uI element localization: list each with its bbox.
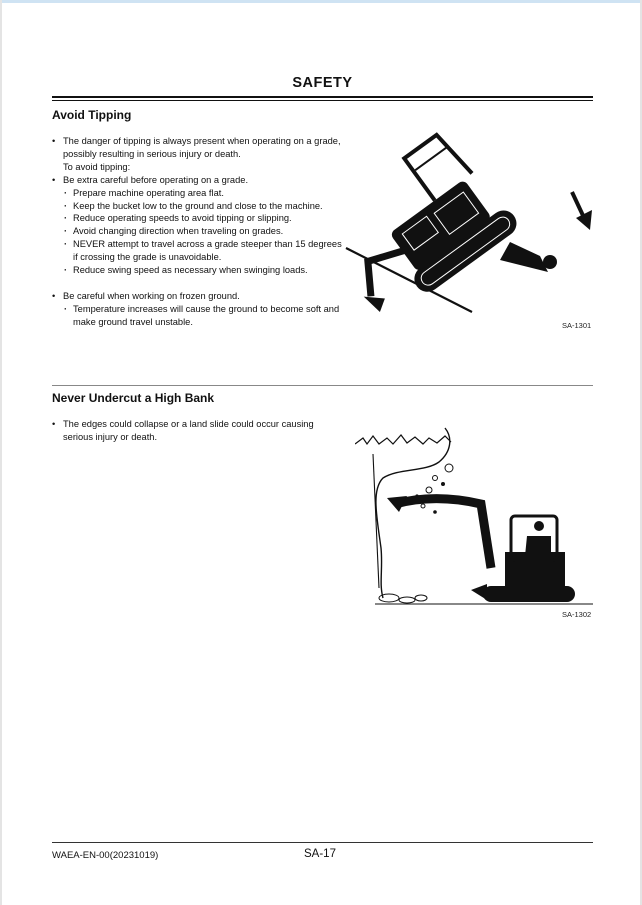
sub-list-item: · Reduce operating speeds to avoid tipping or slipping. [52,212,342,225]
list-item: • The danger of tipping is always present when operating on a grade, possibly resulting in serious injury or death. [52,135,342,161]
window-top-edge [0,0,642,3]
sub-list-item: · Temperature increases will cause the ground to become soft and make ground travel unstable. [52,303,342,329]
page-left-edge [0,0,2,905]
section-divider [52,385,593,386]
sub-list-item: · Keep the bucket low to the ground and close to the machine. [52,200,342,213]
avoid-tipping-text [52,135,342,329]
page-number: SA-17 [304,848,336,860]
figure-code: SA-1301 [562,321,592,330]
title-rule-thin [52,100,593,101]
footer-rule [52,842,593,843]
tipping-excavator-illustration [340,130,595,315]
undercut-bank-illustration [355,418,595,608]
section-heading-avoid-tipping: Avoid Tipping [52,108,132,122]
section-heading-never-undercut: Never Undercut a High Bank [52,391,215,405]
sub-list-item: · Prepare machine operating area flat. [52,187,342,200]
title-rule [52,96,593,98]
page-title: SAFETY [292,75,353,91]
figure-code: SA-1302 [562,610,592,619]
list-item-continuation: To avoid tipping: [63,161,131,172]
list-item: • Be careful when working on frozen ground. [52,290,342,303]
list-item: • Be extra careful before operating on a grade. [52,174,342,187]
sub-list-item: · NEVER attempt to travel across a grade steeper than 15 degrees if crossing the grade is unavoidable. [52,238,342,264]
never-undercut-text [52,418,342,444]
sub-list-item: · Avoid changing direction when traveling on grades. [52,225,342,238]
footer-document-code: WAEA-EN-00(20231019) [52,850,159,861]
list-item: • The edges could collapse or a land slide could occur causing serious injury or death. [52,418,342,444]
sub-list-item: · Reduce swing speed as necessary when swinging loads. [52,264,342,277]
